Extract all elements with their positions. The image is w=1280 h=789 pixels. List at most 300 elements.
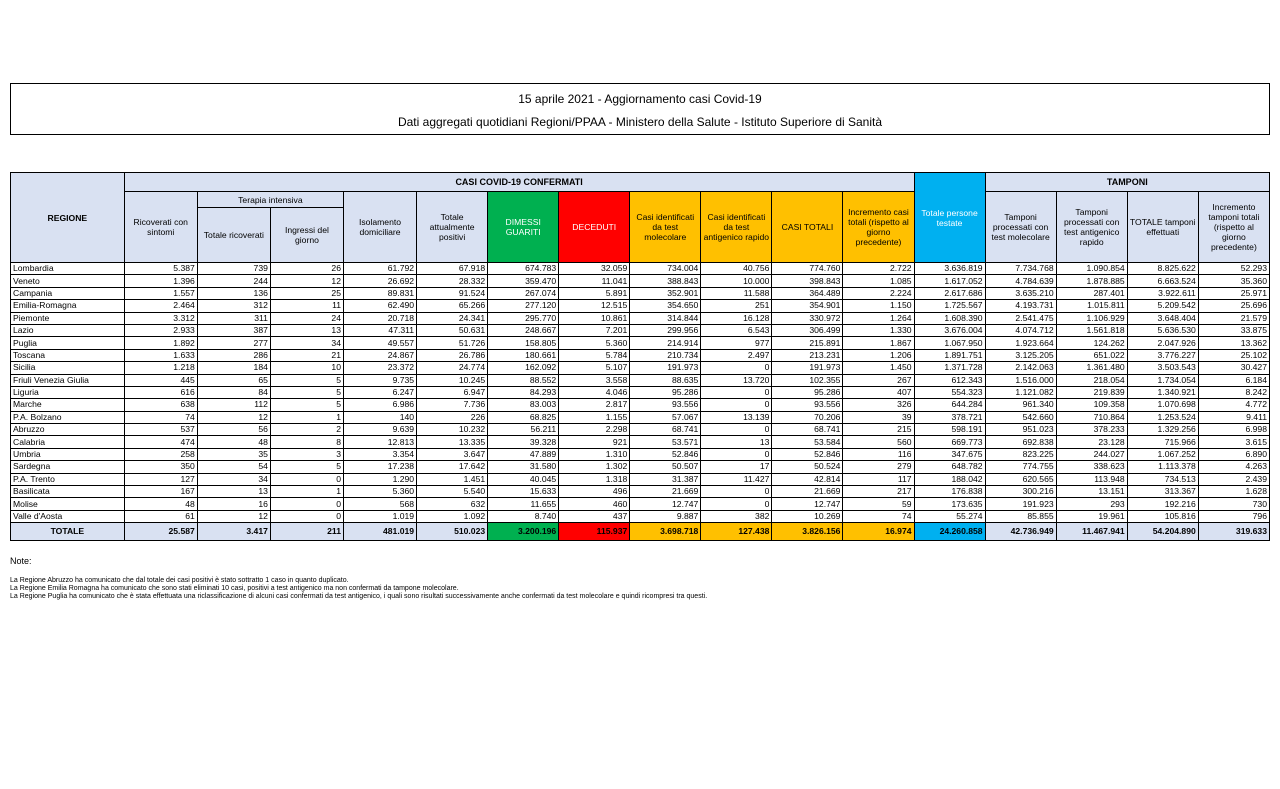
- table-row: [11, 287, 1270, 299]
- table-cell: 1.318: [559, 473, 630, 485]
- table-cell: 56.211: [488, 424, 559, 436]
- table-cell: 2.439: [1198, 473, 1269, 485]
- table-cell: 2.617.686: [914, 287, 985, 299]
- table-cell: 109.358: [1056, 399, 1127, 411]
- table-cell: 21: [270, 349, 343, 361]
- table-cell: 295.770: [488, 312, 559, 324]
- table-cell: 961.340: [985, 399, 1056, 411]
- table-cell: 352.901: [630, 287, 701, 299]
- table-cell: 1.067.252: [1127, 448, 1198, 460]
- table-row: [11, 424, 1270, 436]
- table-cell: 560: [843, 436, 914, 448]
- col-header-ti-ingressi: Ingressi del giorno: [270, 208, 343, 263]
- table-cell: 13.151: [1056, 486, 1127, 498]
- table-cell: 53.584: [772, 436, 843, 448]
- table-cell: 734.004: [630, 263, 701, 275]
- table-cell: 26.692: [343, 275, 416, 287]
- table-cell: 28.332: [417, 275, 488, 287]
- region-name: P.A. Bolzano: [11, 411, 125, 423]
- table-cell: 977: [701, 337, 772, 349]
- table-cell: 8.740: [488, 510, 559, 522]
- table-body: [11, 263, 1270, 541]
- table-cell: 0: [270, 498, 343, 510]
- table-row: [11, 386, 1270, 398]
- table-cell: 730: [1198, 498, 1269, 510]
- table-cell: 1.218: [124, 362, 197, 374]
- table-cell: 219.839: [1056, 386, 1127, 398]
- table-cell: 258: [124, 448, 197, 460]
- table-cell: 11: [270, 300, 343, 312]
- region-name: Puglia: [11, 337, 125, 349]
- table-cell: 286: [197, 349, 270, 361]
- table-cell: 10.861: [559, 312, 630, 324]
- table-cell: 53.571: [630, 436, 701, 448]
- table-cell: 5: [270, 399, 343, 411]
- table-cell: 33.875: [1198, 324, 1269, 336]
- table-cell: 180.661: [488, 349, 559, 361]
- total-row: [11, 523, 1270, 541]
- region-name: Sicilia: [11, 362, 125, 374]
- total-cell: 3.698.718: [630, 523, 701, 541]
- table-row: [11, 275, 1270, 287]
- total-cell: 16.974: [843, 523, 914, 541]
- table-cell: 0: [701, 424, 772, 436]
- table-cell: 21.669: [630, 486, 701, 498]
- table-cell: 1.340.921: [1127, 386, 1198, 398]
- table-cell: 1.734.054: [1127, 374, 1198, 386]
- table-cell: 3.776.227: [1127, 349, 1198, 361]
- table-cell: 13: [197, 486, 270, 498]
- table-cell: 67.918: [417, 263, 488, 275]
- table-cell: 6.247: [343, 386, 416, 398]
- report-title: 15 aprile 2021 - Aggiornamento casi Covid-19: [518, 92, 762, 106]
- table-cell: 112: [197, 399, 270, 411]
- total-cell: 25.587: [124, 523, 197, 541]
- table-cell: 50.524: [772, 461, 843, 473]
- table-cell: 31.580: [488, 461, 559, 473]
- table-cell: 312: [197, 300, 270, 312]
- table-cell: 692.838: [985, 436, 1056, 448]
- table-cell: 21.669: [772, 486, 843, 498]
- table-cell: 398.843: [772, 275, 843, 287]
- table-cell: 0: [701, 448, 772, 460]
- table-cell: 364.489: [772, 287, 843, 299]
- table-cell: 311: [197, 312, 270, 324]
- table-cell: 158.805: [488, 337, 559, 349]
- table-cell: 11.427: [701, 473, 772, 485]
- table-cell: 173.635: [914, 498, 985, 510]
- table-cell: 0: [701, 362, 772, 374]
- region-name: Marche: [11, 399, 125, 411]
- region-name: Liguria: [11, 386, 125, 398]
- table-cell: 39: [843, 411, 914, 423]
- group-header-tamponi: TAMPONI: [985, 173, 1269, 192]
- table-cell: 213.231: [772, 349, 843, 361]
- table-cell: 61.792: [343, 263, 416, 275]
- table-row: [11, 486, 1270, 498]
- covid-data-table: [10, 172, 1270, 541]
- table-cell: 83.003: [488, 399, 559, 411]
- table-cell: 644.284: [914, 399, 985, 411]
- table-cell: 12.515: [559, 300, 630, 312]
- region-name: Umbria: [11, 448, 125, 460]
- table-cell: 68.741: [630, 424, 701, 436]
- table-cell: 674.783: [488, 263, 559, 275]
- table-cell: 251: [701, 300, 772, 312]
- table-cell: 215: [843, 424, 914, 436]
- table-cell: 5.360: [559, 337, 630, 349]
- table-cell: 287.401: [1056, 287, 1127, 299]
- table-cell: 217: [843, 486, 914, 498]
- note-line: La Regione Emilia Romagna ha comunicato che sono stati eliminati 10 casi, positivi a test antigenico ma non confermati da tampone molecolare.: [10, 585, 459, 592]
- table-cell: 24.867: [343, 349, 416, 361]
- table-cell: 88.552: [488, 374, 559, 386]
- table-cell: 52.846: [630, 448, 701, 460]
- table-cell: 6.947: [417, 386, 488, 398]
- table-cell: 306.499: [772, 324, 843, 336]
- table-cell: 16: [197, 498, 270, 510]
- table-cell: 210.734: [630, 349, 701, 361]
- table-cell: 62.490: [343, 300, 416, 312]
- table-cell: 1.302: [559, 461, 630, 473]
- table-row: [11, 448, 1270, 460]
- table-cell: 13.139: [701, 411, 772, 423]
- table-cell: 47.311: [343, 324, 416, 336]
- table-cell: 25: [270, 287, 343, 299]
- table-cell: 24.774: [417, 362, 488, 374]
- table-cell: 1.329.256: [1127, 424, 1198, 436]
- table-row: [11, 300, 1270, 312]
- table-cell: 407: [843, 386, 914, 398]
- table-cell: 117: [843, 473, 914, 485]
- table-cell: 1.561.818: [1056, 324, 1127, 336]
- table-row: [11, 362, 1270, 374]
- table-cell: 3.312: [124, 312, 197, 324]
- table-cell: 10.269: [772, 510, 843, 522]
- table-cell: 5: [270, 386, 343, 398]
- table-cell: 2.722: [843, 263, 914, 275]
- table-cell: 10: [270, 362, 343, 374]
- table-cell: 2.497: [701, 349, 772, 361]
- table-cell: 61: [124, 510, 197, 522]
- table-cell: 3: [270, 448, 343, 460]
- table-cell: 378.233: [1056, 424, 1127, 436]
- table-cell: 13.335: [417, 436, 488, 448]
- table-cell: 136: [197, 287, 270, 299]
- table-cell: 84: [197, 386, 270, 398]
- table-cell: 710.864: [1056, 411, 1127, 423]
- table-cell: 5.784: [559, 349, 630, 361]
- table-cell: 30.427: [1198, 362, 1269, 374]
- table-cell: 35.360: [1198, 275, 1269, 287]
- table-cell: 57.067: [630, 411, 701, 423]
- table-cell: 4.784.639: [985, 275, 1056, 287]
- table-cell: 95.286: [772, 386, 843, 398]
- region-name: Lazio: [11, 324, 125, 336]
- table-cell: 17: [701, 461, 772, 473]
- table-cell: 48: [197, 436, 270, 448]
- table-cell: 40.045: [488, 473, 559, 485]
- table-cell: 354.901: [772, 300, 843, 312]
- table-cell: 6.986: [343, 399, 416, 411]
- table-cell: 460: [559, 498, 630, 510]
- table-cell: 3.676.004: [914, 324, 985, 336]
- table-cell: 85.855: [985, 510, 1056, 522]
- table-row: [11, 374, 1270, 386]
- table-cell: 3.922.611: [1127, 287, 1198, 299]
- table-cell: 5.540: [417, 486, 488, 498]
- table-cell: 2.224: [843, 287, 914, 299]
- table-cell: 474: [124, 436, 197, 448]
- region-name: Piemonte: [11, 312, 125, 324]
- table-cell: 0: [701, 386, 772, 398]
- total-cell: 11.467.941: [1056, 523, 1127, 541]
- table-cell: 1.090.854: [1056, 263, 1127, 275]
- table-cell: 191.923: [985, 498, 1056, 510]
- table-cell: 648.782: [914, 461, 985, 473]
- table-cell: 11.655: [488, 498, 559, 510]
- table-row: [11, 312, 1270, 324]
- table-cell: 1.516.000: [985, 374, 1056, 386]
- region-name: Molise: [11, 498, 125, 510]
- table-cell: 88.635: [630, 374, 701, 386]
- table-cell: 2.298: [559, 424, 630, 436]
- col-header-tamp-inc: Incremento tamponi totali (rispetto al giorno precedente): [1198, 192, 1269, 263]
- table-cell: 338.623: [1056, 461, 1127, 473]
- table-cell: 612.343: [914, 374, 985, 386]
- table-cell: 1.121.082: [985, 386, 1056, 398]
- table-cell: 127: [124, 473, 197, 485]
- table-cell: 347.675: [914, 448, 985, 460]
- table-cell: 5: [270, 461, 343, 473]
- table-cell: 5.107: [559, 362, 630, 374]
- report-title-box: [10, 83, 1270, 135]
- table-cell: 39.328: [488, 436, 559, 448]
- col-header-molecolare: Casi identificati da test molecolare: [630, 192, 701, 263]
- table-cell: 293: [1056, 498, 1127, 510]
- total-cell: 3.826.156: [772, 523, 843, 541]
- table-cell: 2.817: [559, 399, 630, 411]
- table-cell: 25.696: [1198, 300, 1269, 312]
- table-cell: 774.755: [985, 461, 1056, 473]
- table-cell: 12.813: [343, 436, 416, 448]
- table-cell: 23.372: [343, 362, 416, 374]
- table-cell: 17.238: [343, 461, 416, 473]
- table-cell: 192.216: [1127, 498, 1198, 510]
- col-header-tamp-tot: TOTALE tamponi effettuati: [1127, 192, 1198, 263]
- table-cell: 6.663.524: [1127, 275, 1198, 287]
- col-header-casi-totali: CASI TOTALI: [772, 192, 843, 263]
- total-label: TOTALE: [11, 523, 125, 541]
- table-cell: 1.617.052: [914, 275, 985, 287]
- table-cell: 1.396: [124, 275, 197, 287]
- table-cell: 496: [559, 486, 630, 498]
- table-cell: 2.464: [124, 300, 197, 312]
- table-cell: 68.825: [488, 411, 559, 423]
- table-cell: 7.734.768: [985, 263, 1056, 275]
- table-cell: 378.721: [914, 411, 985, 423]
- table-cell: 13.720: [701, 374, 772, 386]
- table-cell: 12: [270, 275, 343, 287]
- notes-title: Note:: [10, 556, 32, 566]
- region-name: Sardegna: [11, 461, 125, 473]
- total-cell: 127.438: [701, 523, 772, 541]
- total-cell: 481.019: [343, 523, 416, 541]
- table-cell: 2: [270, 424, 343, 436]
- table-cell: 267: [843, 374, 914, 386]
- col-header-tamp-ant: Tamponi processati con test antigenico rapido: [1056, 192, 1127, 263]
- table-cell: 3.558: [559, 374, 630, 386]
- region-name: Veneto: [11, 275, 125, 287]
- table-cell: 3.125.205: [985, 349, 1056, 361]
- table-cell: 25.971: [1198, 287, 1269, 299]
- table-cell: 1.092: [417, 510, 488, 522]
- table-row: [11, 436, 1270, 448]
- col-header-positivi: Totale attualmente positivi: [417, 192, 488, 263]
- table-cell: 1.725.567: [914, 300, 985, 312]
- table-cell: 542.660: [985, 411, 1056, 423]
- table-cell: 1.633: [124, 349, 197, 361]
- total-cell: 211: [270, 523, 343, 541]
- table-cell: 669.773: [914, 436, 985, 448]
- table-cell: 1.150: [843, 300, 914, 312]
- table-cell: 12.747: [772, 498, 843, 510]
- table-cell: 12.747: [630, 498, 701, 510]
- table-cell: 52.846: [772, 448, 843, 460]
- table-cell: 11.588: [701, 287, 772, 299]
- table-cell: 54: [197, 461, 270, 473]
- table-cell: 95.286: [630, 386, 701, 398]
- table-cell: 34: [270, 337, 343, 349]
- table-cell: 10.245: [417, 374, 488, 386]
- table-cell: 1.330: [843, 324, 914, 336]
- table-cell: 8.825.622: [1127, 263, 1198, 275]
- table-cell: 70.206: [772, 411, 843, 423]
- table-cell: 1.450: [843, 362, 914, 374]
- table-row: [11, 324, 1270, 336]
- table-cell: 5.636.530: [1127, 324, 1198, 336]
- table-cell: 74: [124, 411, 197, 423]
- table-cell: 50.507: [630, 461, 701, 473]
- table-cell: 6.890: [1198, 448, 1269, 460]
- total-cell: 24.260.858: [914, 523, 985, 541]
- table-row: [11, 399, 1270, 411]
- table-cell: 774.760: [772, 263, 843, 275]
- table-cell: 1.015.811: [1056, 300, 1127, 312]
- table-cell: 0: [701, 498, 772, 510]
- table-cell: 89.831: [343, 287, 416, 299]
- table-cell: 214.914: [630, 337, 701, 349]
- table-cell: 188.042: [914, 473, 985, 485]
- col-header-ricoverati: Ricoverati con sintomi: [124, 192, 197, 263]
- table-cell: 167: [124, 486, 197, 498]
- table-cell: 823.225: [985, 448, 1056, 460]
- table-cell: 12: [197, 411, 270, 423]
- table-cell: 26.786: [417, 349, 488, 361]
- table-cell: 8.242: [1198, 386, 1269, 398]
- table-cell: 91.524: [417, 287, 488, 299]
- report-subtitle: Dati aggregati quotidiani Regioni/PPAA - Ministero della Salute - Istituto Superiore di Sanità: [397, 115, 883, 129]
- table-cell: 651.022: [1056, 349, 1127, 361]
- table-row: [11, 263, 1270, 275]
- table-cell: 11.041: [559, 275, 630, 287]
- table-cell: 1.070.698: [1127, 399, 1198, 411]
- table-cell: 226: [417, 411, 488, 423]
- table-cell: 7.736: [417, 399, 488, 411]
- table-cell: 5.891: [559, 287, 630, 299]
- region-name: Campania: [11, 287, 125, 299]
- table-cell: 350: [124, 461, 197, 473]
- col-header-isolamento: Isolamento domiciliare: [343, 192, 416, 263]
- table-cell: 554.323: [914, 386, 985, 398]
- table-cell: 1.867: [843, 337, 914, 349]
- table-cell: 0: [270, 473, 343, 485]
- table-cell: 313.367: [1127, 486, 1198, 498]
- table-cell: 10.000: [701, 275, 772, 287]
- col-header-antigenico: Casi identificati da test antigenico rapido: [701, 192, 772, 263]
- table-cell: 55.274: [914, 510, 985, 522]
- table-cell: 32.059: [559, 263, 630, 275]
- table-cell: 59: [843, 498, 914, 510]
- table-cell: 184: [197, 362, 270, 374]
- table-cell: 277.120: [488, 300, 559, 312]
- table-row: [11, 461, 1270, 473]
- table-cell: 20.718: [343, 312, 416, 324]
- total-cell: 3.417: [197, 523, 270, 541]
- table-cell: 68.741: [772, 424, 843, 436]
- table-cell: 326: [843, 399, 914, 411]
- table-cell: 796: [1198, 510, 1269, 522]
- table-cell: 299.956: [630, 324, 701, 336]
- table-row: [11, 349, 1270, 361]
- table-cell: 1.290: [343, 473, 416, 485]
- table-cell: 620.565: [985, 473, 1056, 485]
- table-cell: 65.266: [417, 300, 488, 312]
- table-cell: 632: [417, 498, 488, 510]
- table-cell: 6.998: [1198, 424, 1269, 436]
- table-cell: 113.948: [1056, 473, 1127, 485]
- table-cell: 267.074: [488, 287, 559, 299]
- table-cell: 4.046: [559, 386, 630, 398]
- table-cell: 715.966: [1127, 436, 1198, 448]
- table-cell: 330.972: [772, 312, 843, 324]
- table-cell: 47.889: [488, 448, 559, 460]
- table-cell: 140: [343, 411, 416, 423]
- table-cell: 9.639: [343, 424, 416, 436]
- table-cell: 2.933: [124, 324, 197, 336]
- table-cell: 445: [124, 374, 197, 386]
- table-cell: 74: [843, 510, 914, 522]
- table-row: [11, 510, 1270, 522]
- table-row: [11, 473, 1270, 485]
- table-row: [11, 337, 1270, 349]
- table-cell: 102.355: [772, 374, 843, 386]
- region-name: Emilia-Romagna: [11, 300, 125, 312]
- table-cell: 52.293: [1198, 263, 1269, 275]
- region-name: Lombardia: [11, 263, 125, 275]
- note-line: La Regione Puglia ha comunicato che è stata effettuata una riclassificazione di alcuni casi confermati da test antigenico, i quali sono risultati successivamente anche confermati da test molecolare e quindi ricompresi tra questi.: [10, 593, 708, 600]
- table-cell: 50.631: [417, 324, 488, 336]
- table-cell: 84.293: [488, 386, 559, 398]
- table-cell: 3.648.404: [1127, 312, 1198, 324]
- table-cell: 244: [197, 275, 270, 287]
- table-cell: 537: [124, 424, 197, 436]
- table-cell: 4.193.731: [985, 300, 1056, 312]
- table-cell: 56: [197, 424, 270, 436]
- table-cell: 25.102: [1198, 349, 1269, 361]
- table-cell: 314.844: [630, 312, 701, 324]
- table-cell: 598.191: [914, 424, 985, 436]
